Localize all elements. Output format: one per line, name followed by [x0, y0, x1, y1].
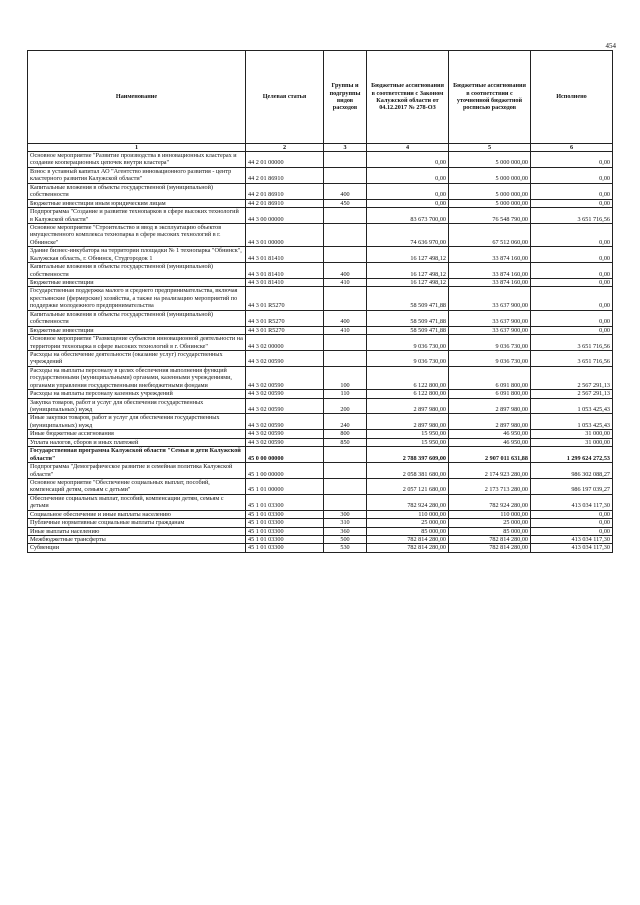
row-name: Основное мероприятие "Развитие производства в инновационных кластерах и создание кооперационных цепочек внутри кластера"	[28, 152, 246, 168]
row-budget-law-amount: 0,00	[367, 199, 449, 207]
row-budget-law-amount: 16 127 498,12	[367, 263, 449, 279]
row-target-code: 45 1 01 03300	[246, 510, 324, 518]
row-target-code: 44 3 01 R5270	[246, 326, 324, 334]
table-row	[28, 223, 613, 246]
row-target-code: 44 3 02 00590	[246, 430, 324, 438]
row-budget-law-amount: 0,00	[367, 167, 449, 183]
row-budget-updated-amount: 9 036 730,00	[449, 350, 531, 366]
row-name: Государственная поддержка малого и среднего предпринимательства, включая крестьянские (фермерские) хозяйства, а также на реализацию мероприятий по поддержке молодежного предпринимательства	[28, 287, 246, 310]
table-row	[28, 366, 613, 389]
row-name: Субвенции	[28, 544, 246, 552]
row-name: Иные выплаты населению	[28, 527, 246, 535]
row-target-code: 44 3 02 00590	[246, 414, 324, 430]
header-name: Наименование	[28, 51, 246, 144]
row-name: Здание бизнес-инкубатора на территории площадки № 1 технопарка "Обнинск", Калужская область, г. Обнинск, Студгородок 1	[28, 247, 246, 263]
row-name: Межбюджетные трансферты	[28, 536, 246, 544]
row-target-code: 45 1 01 03300	[246, 494, 324, 510]
row-budget-updated-amount: 2 907 011 631,88	[449, 447, 531, 463]
row-expense-group	[324, 335, 367, 351]
row-executed-amount: 0,00	[531, 247, 613, 263]
header-budget-updated: Бюджетные ассигнования в соответствии с уточненной бюджетной росписью расходов	[449, 51, 531, 144]
row-target-code: 45 1 00 00000	[246, 463, 324, 479]
row-executed-amount: 3 651 716,56	[531, 208, 613, 224]
row-target-code: 44 3 02 00590	[246, 398, 324, 414]
row-budget-law-amount: 15 950,00	[367, 438, 449, 446]
row-name: Иные бюджетные ассигнования	[28, 430, 246, 438]
row-budget-updated-amount: 782 924 280,00	[449, 494, 531, 510]
column-number: 5	[449, 144, 531, 152]
row-target-code: 45 0 00 00000	[246, 447, 324, 463]
row-budget-updated-amount: 782 814 280,00	[449, 544, 531, 552]
row-budget-updated-amount: 33 874 160,00	[449, 279, 531, 287]
row-executed-amount: 986 302 088,27	[531, 463, 613, 479]
row-executed-amount: 0,00	[531, 527, 613, 535]
row-budget-law-amount: 110 000,00	[367, 510, 449, 518]
table-row	[28, 199, 613, 207]
row-target-code: 44 3 02 00000	[246, 335, 324, 351]
row-name: Социальное обеспечение и иные выплаты населению	[28, 510, 246, 518]
row-budget-updated-amount: 5 000 000,00	[449, 199, 531, 207]
row-expense-group: 500	[324, 536, 367, 544]
row-expense-group	[324, 478, 367, 494]
row-budget-law-amount: 2 788 397 609,00	[367, 447, 449, 463]
table-row	[28, 335, 613, 351]
row-name: Бюджетные инвестиции	[28, 326, 246, 334]
row-name: Подпрограмма "Создание и развитие технопарков в сфере высоких технологий в Калужской области"	[28, 208, 246, 224]
row-name: Основное мероприятие "Строительство и ввод в эксплуатацию объектов имущественного комплекса технопарка в сфере высоких технологий в г. Обнинске"	[28, 223, 246, 246]
row-name: Основное мероприятие "Размещение субъектов инновационной деятельности на территории технопарка в сфере высоких технологий в г. Обнинске"	[28, 335, 246, 351]
table-row	[28, 326, 613, 334]
row-budget-updated-amount: 5 000 000,00	[449, 183, 531, 199]
row-name: Государственная программа Калужской области "Семья и дети Калужской области"	[28, 447, 246, 463]
row-target-code: 44 3 02 00590	[246, 366, 324, 389]
row-name: Основное мероприятие "Обеспечение социальных выплат, пособий, компенсаций детям, семьям с детьми"	[28, 478, 246, 494]
row-budget-updated-amount: 33 637 900,00	[449, 310, 531, 326]
row-budget-updated-amount: 2 897 980,00	[449, 398, 531, 414]
row-expense-group	[324, 287, 367, 310]
header-executed: Исполнено	[531, 51, 613, 144]
row-executed-amount: 413 034 117,30	[531, 494, 613, 510]
row-target-code: 45 1 01 00000	[246, 478, 324, 494]
row-executed-amount: 31 000,00	[531, 430, 613, 438]
row-budget-law-amount: 6 122 800,00	[367, 390, 449, 398]
row-budget-updated-amount: 46 950,00	[449, 438, 531, 446]
budget-table	[27, 50, 613, 553]
row-name: Капитальные вложения в объекты государственной (муниципальной) собственности	[28, 263, 246, 279]
row-executed-amount: 0,00	[531, 287, 613, 310]
row-expense-group: 110	[324, 390, 367, 398]
row-budget-law-amount: 58 509 471,88	[367, 310, 449, 326]
row-expense-group: 410	[324, 326, 367, 334]
row-executed-amount: 2 567 291,13	[531, 366, 613, 389]
row-budget-law-amount: 782 814 280,00	[367, 544, 449, 552]
row-target-code: 45 1 01 03300	[246, 519, 324, 527]
table-row	[28, 463, 613, 479]
row-budget-updated-amount: 33 637 900,00	[449, 326, 531, 334]
table-row	[28, 510, 613, 518]
row-executed-amount: 413 034 117,30	[531, 536, 613, 544]
row-expense-group: 800	[324, 430, 367, 438]
row-budget-law-amount: 782 814 280,00	[367, 536, 449, 544]
row-budget-updated-amount: 85 000,00	[449, 527, 531, 535]
row-expense-group	[324, 247, 367, 263]
row-executed-amount: 0,00	[531, 199, 613, 207]
row-target-code: 44 3 00 00000	[246, 208, 324, 224]
row-budget-law-amount: 85 000,00	[367, 527, 449, 535]
table-row	[28, 247, 613, 263]
row-budget-law-amount: 15 950,00	[367, 430, 449, 438]
table-row	[28, 263, 613, 279]
row-budget-law-amount: 9 036 730,00	[367, 335, 449, 351]
row-target-code: 44 3 01 00000	[246, 223, 324, 246]
table-row	[28, 167, 613, 183]
row-name: Подпрограмма "Демографическое развитие и семейная политика Калужской области"	[28, 463, 246, 479]
row-budget-updated-amount: 6 091 800,00	[449, 390, 531, 398]
row-budget-law-amount: 2 897 980,00	[367, 398, 449, 414]
table-row	[28, 152, 613, 168]
row-name: Взнос в уставный капитал АО "Агентство инновационного развития - центр кластерного развития Калужской области"	[28, 167, 246, 183]
table-row	[28, 527, 613, 535]
page-number: 454	[605, 42, 616, 50]
row-target-code: 45 1 01 03300	[246, 527, 324, 535]
row-budget-updated-amount: 5 000 000,00	[449, 167, 531, 183]
row-executed-amount: 0,00	[531, 510, 613, 518]
row-name: Закупка товаров, работ и услуг для обеспечения государственных (муниципальных) нужд	[28, 398, 246, 414]
row-expense-group: 240	[324, 414, 367, 430]
row-budget-updated-amount: 76 548 790,00	[449, 208, 531, 224]
row-expense-group: 200	[324, 398, 367, 414]
row-expense-group: 360	[324, 527, 367, 535]
table-body	[28, 152, 613, 553]
header-groups: Группы и подгруппы видов расходов	[324, 51, 367, 144]
row-budget-law-amount: 9 036 730,00	[367, 350, 449, 366]
row-target-code: 44 3 02 00590	[246, 350, 324, 366]
row-target-code: 44 2 01 00000	[246, 152, 324, 168]
table-row	[28, 478, 613, 494]
row-budget-law-amount: 74 636 970,00	[367, 223, 449, 246]
row-target-code: 44 2 01 86910	[246, 199, 324, 207]
row-name: Бюджетные инвестиции	[28, 279, 246, 287]
row-budget-law-amount: 25 000,00	[367, 519, 449, 527]
row-name: Капитальные вложения в объекты государственной (муниципальной) собственности	[28, 183, 246, 199]
header-target: Целевая статья	[246, 51, 324, 144]
row-name: Расходы на обеспечение деятельности (оказание услуг) государственных учреждений	[28, 350, 246, 366]
row-budget-updated-amount: 110 000,00	[449, 510, 531, 518]
row-executed-amount: 986 197 039,27	[531, 478, 613, 494]
row-budget-updated-amount: 9 036 730,00	[449, 335, 531, 351]
row-name: Иные закупки товаров, работ и услуг для обеспечения государственных (муниципальных) нужд	[28, 414, 246, 430]
row-executed-amount: 1 053 425,43	[531, 398, 613, 414]
row-expense-group: 310	[324, 519, 367, 527]
row-budget-updated-amount: 2 173 713 280,00	[449, 478, 531, 494]
row-expense-group: 300	[324, 510, 367, 518]
row-budget-updated-amount: 5 000 000,00	[449, 152, 531, 168]
row-target-code: 44 3 01 81410	[246, 247, 324, 263]
row-expense-group	[324, 167, 367, 183]
row-budget-law-amount: 6 122 800,00	[367, 366, 449, 389]
row-executed-amount: 2 567 291,13	[531, 390, 613, 398]
table-row	[28, 519, 613, 527]
row-budget-updated-amount: 46 950,00	[449, 430, 531, 438]
row-budget-law-amount: 0,00	[367, 183, 449, 199]
row-target-code: 45 1 01 03300	[246, 544, 324, 552]
row-expense-group	[324, 208, 367, 224]
row-executed-amount: 1 299 624 272,53	[531, 447, 613, 463]
column-number: 2	[246, 144, 324, 152]
row-budget-updated-amount: 25 000,00	[449, 519, 531, 527]
row-budget-law-amount: 58 509 471,88	[367, 287, 449, 310]
table-row	[28, 544, 613, 552]
row-expense-group	[324, 223, 367, 246]
row-name: Обеспечение социальных выплат, пособий, компенсации детям, семьям с детьми	[28, 494, 246, 510]
row-expense-group	[324, 463, 367, 479]
row-executed-amount: 0,00	[531, 279, 613, 287]
row-executed-amount: 0,00	[531, 310, 613, 326]
row-target-code: 44 3 01 R5270	[246, 310, 324, 326]
row-budget-law-amount: 83 673 700,00	[367, 208, 449, 224]
row-name: Капитальные вложения в объекты государственной (муниципальной) собственности	[28, 310, 246, 326]
row-target-code: 44 2 01 86910	[246, 183, 324, 199]
row-name: Расходы на выплаты персоналу в целях обеспечения выполнения функций государственными (муниципальными) органами, казенными учреждениями, органами управления государственными внебюджетными фондами	[28, 366, 246, 389]
row-target-code: 44 3 01 81410	[246, 263, 324, 279]
row-name: Публичные нормативные социальные выплаты гражданам	[28, 519, 246, 527]
table-row	[28, 414, 613, 430]
row-budget-updated-amount: 33 874 160,00	[449, 263, 531, 279]
row-expense-group: 850	[324, 438, 367, 446]
row-target-code: 45 1 01 03300	[246, 536, 324, 544]
row-expense-group: 530	[324, 544, 367, 552]
row-name: Бюджетные инвестиции иным юридическим лицам	[28, 199, 246, 207]
row-executed-amount: 0,00	[531, 183, 613, 199]
table-row	[28, 536, 613, 544]
row-executed-amount: 0,00	[531, 223, 613, 246]
row-budget-law-amount: 0,00	[367, 152, 449, 168]
row-executed-amount: 1 053 425,43	[531, 414, 613, 430]
table-header-row	[28, 51, 613, 144]
row-budget-law-amount: 58 509 471,88	[367, 326, 449, 334]
table-row	[28, 447, 613, 463]
row-expense-group: 400	[324, 310, 367, 326]
row-target-code: 44 2 01 86910	[246, 167, 324, 183]
table-row	[28, 430, 613, 438]
table-row	[28, 398, 613, 414]
table-row	[28, 350, 613, 366]
row-budget-updated-amount: 33 874 160,00	[449, 247, 531, 263]
row-budget-updated-amount: 67 512 060,00	[449, 223, 531, 246]
row-name: Расходы на выплаты персоналу казенных учреждений	[28, 390, 246, 398]
row-executed-amount: 0,00	[531, 167, 613, 183]
row-executed-amount: 0,00	[531, 263, 613, 279]
row-budget-updated-amount: 2 174 923 280,00	[449, 463, 531, 479]
row-budget-law-amount: 2 057 121 680,00	[367, 478, 449, 494]
row-budget-law-amount: 16 127 498,12	[367, 247, 449, 263]
row-executed-amount: 0,00	[531, 152, 613, 168]
row-target-code: 44 3 01 81410	[246, 279, 324, 287]
row-executed-amount: 0,00	[531, 519, 613, 527]
row-executed-amount: 3 651 716,56	[531, 350, 613, 366]
header-budget-law: Бюджетные ассигнования в соответствии с Законом Калужской области от 04.12.2017 № 278-ОЗ	[367, 51, 449, 144]
table-row	[28, 310, 613, 326]
row-expense-group	[324, 447, 367, 463]
table-row	[28, 183, 613, 199]
row-budget-law-amount: 2 058 381 680,00	[367, 463, 449, 479]
column-number-row	[28, 144, 613, 152]
row-expense-group: 400	[324, 183, 367, 199]
row-budget-updated-amount: 33 637 900,00	[449, 287, 531, 310]
row-expense-group: 450	[324, 199, 367, 207]
column-number: 1	[28, 144, 246, 152]
row-expense-group	[324, 350, 367, 366]
table-row	[28, 438, 613, 446]
row-expense-group: 400	[324, 263, 367, 279]
row-budget-law-amount: 2 897 980,00	[367, 414, 449, 430]
row-expense-group	[324, 152, 367, 168]
row-expense-group: 100	[324, 366, 367, 389]
row-target-code: 44 3 02 00590	[246, 438, 324, 446]
row-budget-law-amount: 782 924 280,00	[367, 494, 449, 510]
table-row	[28, 494, 613, 510]
table-row	[28, 279, 613, 287]
column-number: 3	[324, 144, 367, 152]
table-row	[28, 287, 613, 310]
row-budget-updated-amount: 782 814 280,00	[449, 536, 531, 544]
row-budget-updated-amount: 6 091 800,00	[449, 366, 531, 389]
row-name: Уплата налогов, сборов и иных платежей	[28, 438, 246, 446]
row-executed-amount: 3 651 716,56	[531, 335, 613, 351]
row-budget-law-amount: 16 127 498,12	[367, 279, 449, 287]
table-row	[28, 390, 613, 398]
row-executed-amount: 413 034 117,30	[531, 544, 613, 552]
row-expense-group: 410	[324, 279, 367, 287]
row-target-code: 44 3 02 00590	[246, 390, 324, 398]
table-row	[28, 208, 613, 224]
row-budget-updated-amount: 2 897 980,00	[449, 414, 531, 430]
column-number: 4	[367, 144, 449, 152]
column-number: 6	[531, 144, 613, 152]
row-executed-amount: 31 000,00	[531, 438, 613, 446]
row-expense-group	[324, 494, 367, 510]
row-executed-amount: 0,00	[531, 326, 613, 334]
row-target-code: 44 3 01 R5270	[246, 287, 324, 310]
